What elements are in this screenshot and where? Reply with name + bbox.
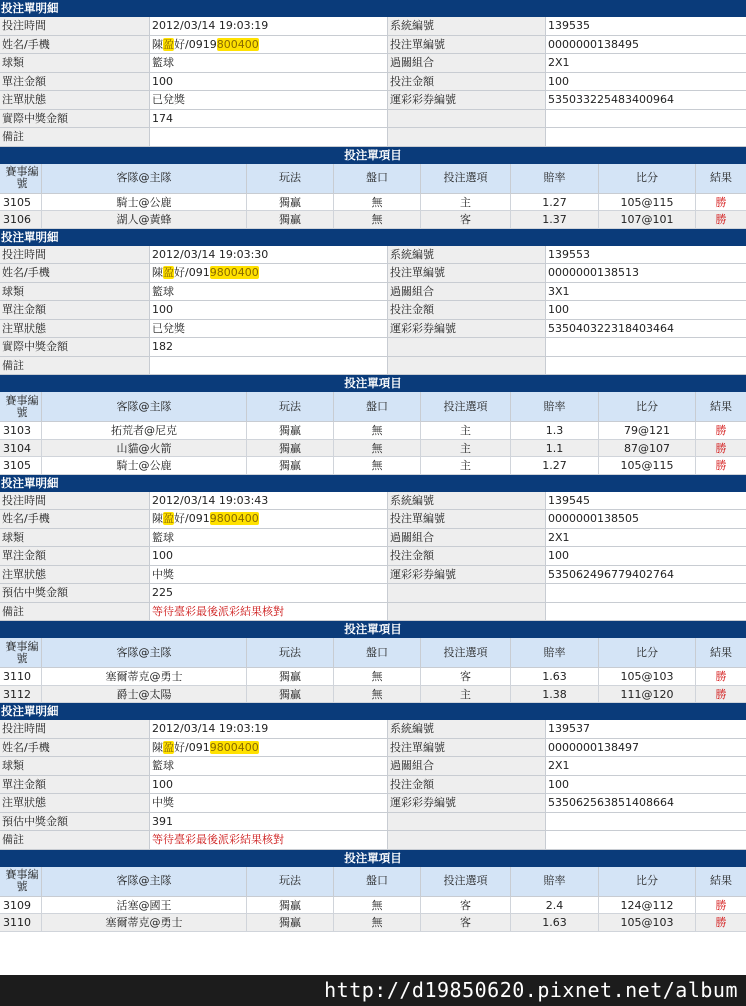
field-value-unit-amount: 100 (150, 776, 388, 794)
item-teams: 騎士@公鹿 (42, 457, 247, 474)
item-score: 79@121 (599, 422, 696, 439)
item-play: 獨贏 (247, 422, 334, 439)
item-result: 勝 (715, 441, 727, 455)
detail-row (0, 320, 746, 339)
field-value-bet-amount: 100 (546, 776, 746, 794)
field-value-remark (150, 128, 388, 146)
field-value-remark (150, 357, 388, 375)
column-header-handicap: 盤口 (334, 164, 421, 193)
item-score: 87@107 (599, 440, 696, 457)
redaction-mark: 9800400 (209, 740, 259, 754)
column-header-handicap: 盤口 (334, 867, 421, 896)
phone-visible: 好/091 (174, 266, 210, 279)
field-label-slip-no: 投注單編號 (388, 510, 546, 528)
field-value-lottery-no: 535062496779402764 (546, 566, 746, 584)
column-header-option: 投注選項 (421, 638, 511, 667)
item-row (0, 668, 746, 686)
detail-row (0, 110, 746, 129)
redaction-mark: 盈 (163, 740, 174, 754)
bet-slip (0, 0, 746, 229)
field-label-estimated-win-amount: 預估中獎金額 (0, 584, 150, 602)
name-phone-value (150, 739, 388, 757)
item-row (0, 194, 746, 212)
field-value-remark: 等待臺彩最後派彩結果核對 (150, 603, 388, 621)
bet-slip (0, 475, 746, 704)
field-value-bet-amount: 100 (546, 547, 746, 565)
empty-cell (388, 813, 546, 831)
item-score: 105@115 (599, 457, 696, 474)
item-option: 主 (421, 194, 511, 211)
empty-cell (388, 831, 546, 849)
item-odds: 1.63 (511, 668, 599, 685)
column-header-teams: 客隊@主隊 (42, 164, 247, 193)
empty-cell (546, 584, 746, 602)
field-label-slip-status: 注單狀態 (0, 91, 150, 109)
item-result: 勝 (715, 424, 727, 437)
field-value-bet-amount: 100 (546, 73, 746, 91)
item-teams: 爵士@太陽 (42, 686, 247, 703)
item-odds: 1.27 (511, 194, 599, 211)
field-label-parlay: 過關組合 (388, 529, 546, 547)
field-value-sport: 籃球 (150, 529, 388, 547)
field-value-parlay: 2X1 (546, 529, 746, 547)
field-label-bet-amount: 投注金額 (388, 547, 546, 565)
item-play: 獨贏 (247, 897, 334, 914)
field-value-parlay: 2X1 (546, 54, 746, 72)
field-label-sport: 球類 (0, 529, 150, 547)
field-value-system-no: 139553 (546, 246, 746, 264)
empty-cell (546, 110, 746, 128)
field-value-system-no: 139535 (546, 17, 746, 35)
item-handicap: 無 (334, 686, 421, 703)
column-header-score: 比分 (599, 638, 696, 667)
field-value-win-amount: 391 (150, 813, 388, 831)
column-header-result: 結果 (710, 171, 732, 184)
detail-header: 投注單明細 (0, 0, 746, 17)
column-header-odds: 賠率 (511, 867, 599, 896)
field-label-actual-win-amount: 實際中獎金額 (0, 110, 150, 128)
field-label-actual-win-amount: 實際中獎金額 (0, 338, 150, 356)
detail-row (0, 510, 746, 529)
column-header-teams: 客隊@主隊 (42, 392, 247, 421)
item-match-no: 3110 (0, 914, 42, 931)
column-header-odds: 賠率 (511, 392, 599, 421)
item-match-no: 3103 (0, 422, 42, 439)
item-result: 勝 (715, 898, 727, 912)
item-row (0, 211, 746, 229)
detail-row (0, 301, 746, 320)
field-value-remark: 等待臺彩最後派彩結果核對 (150, 831, 388, 849)
name-visible: 陳 (152, 512, 163, 525)
field-label-slip-status: 注單狀態 (0, 794, 150, 812)
item-match-no: 3110 (0, 668, 42, 685)
detail-header: 投注單明細 (0, 703, 746, 720)
detail-row (0, 757, 746, 776)
item-odds: 1.1 (511, 440, 599, 457)
name-visible: 陳 (152, 37, 163, 51)
detail-row (0, 529, 746, 548)
field-label-system-no: 系統編號 (388, 17, 546, 35)
field-value-lottery-no: 535040322318403464 (546, 320, 746, 338)
item-row (0, 422, 746, 440)
field-value-status: 已兌獎 (150, 91, 388, 109)
field-label-slip-no: 投注單編號 (388, 739, 546, 757)
field-label-name-phone: 姓名/手機 (0, 510, 150, 528)
detail-header: 投注單明細 (0, 475, 746, 492)
empty-cell (388, 338, 546, 356)
item-odds: 1.3 (511, 422, 599, 439)
field-value-system-no: 139537 (546, 720, 746, 738)
phone-visible: 好/091 (174, 512, 210, 525)
field-label-lottery-no: 運彩彩券編號 (388, 91, 546, 109)
item-play: 獨贏 (247, 211, 334, 228)
field-label-sport: 球類 (0, 283, 150, 301)
item-score: 111@120 (599, 686, 696, 703)
field-label-remark: 備註 (0, 831, 150, 849)
field-label-parlay: 過關組合 (388, 283, 546, 301)
name-visible: 陳 (152, 266, 163, 279)
redaction-mark: 盈 (163, 512, 174, 525)
redaction-mark: 800400 (216, 37, 259, 51)
item-match-no: 3105 (0, 194, 42, 211)
item-teams: 湖人@黃蜂 (42, 211, 247, 228)
field-value-status: 中獎 (150, 566, 388, 584)
field-value-sport: 籃球 (150, 54, 388, 72)
field-label-remark: 備註 (0, 357, 150, 375)
item-score: 105@103 (599, 914, 696, 931)
item-result: 勝 (715, 687, 727, 701)
field-label-parlay: 過關組合 (388, 54, 546, 72)
column-header-match-no: 賽事編號 (0, 867, 42, 896)
field-label-system-no: 系統編號 (388, 720, 546, 738)
redaction-mark: 盈 (163, 37, 174, 51)
column-header-match-no: 賽事編號 (0, 392, 42, 421)
field-label-sport: 球類 (0, 757, 150, 775)
item-score: 107@101 (599, 211, 696, 228)
column-header-score: 比分 (599, 164, 696, 193)
field-value-parlay: 2X1 (546, 757, 746, 775)
field-label-bet-time: 投注時間 (0, 492, 150, 510)
field-label-parlay: 過關組合 (388, 757, 546, 775)
item-match-no: 3112 (0, 686, 42, 703)
items-header: 投注單項目 (0, 850, 746, 867)
redaction-mark: 9800400 (209, 512, 259, 525)
column-header-play: 玩法 (247, 392, 334, 421)
items-header: 投注單項目 (0, 147, 746, 164)
item-handicap: 無 (334, 457, 421, 474)
column-header-result: 結果 (710, 399, 732, 413)
detail-row (0, 584, 746, 603)
item-match-no: 3106 (0, 211, 42, 228)
item-result: 勝 (715, 916, 727, 929)
empty-cell (546, 357, 746, 375)
empty-cell (546, 128, 746, 146)
field-value-time: 2012/03/14 19:03:19 (150, 720, 388, 738)
redaction-mark: 9800400 (209, 266, 259, 279)
empty-cell (546, 338, 746, 356)
item-odds: 1.38 (511, 686, 599, 703)
field-label-bet-amount: 投注金額 (388, 776, 546, 794)
item-handicap: 無 (334, 897, 421, 914)
detail-row (0, 264, 746, 283)
bet-slip (0, 229, 746, 475)
item-option: 客 (421, 211, 511, 228)
item-handicap: 無 (334, 914, 421, 931)
field-label-unit-amount: 單注金額 (0, 547, 150, 565)
field-value-bet-amount: 100 (546, 301, 746, 319)
field-value-status: 中獎 (150, 794, 388, 812)
field-label-bet-time: 投注時間 (0, 17, 150, 35)
column-header-play: 玩法 (247, 164, 334, 193)
column-header-teams: 客隊@主隊 (42, 638, 247, 667)
item-row (0, 686, 746, 704)
item-play: 獨贏 (247, 914, 334, 931)
item-score: 105@115 (599, 194, 696, 211)
column-header-score: 比分 (599, 867, 696, 896)
empty-cell (388, 584, 546, 602)
field-value-win-amount: 182 (150, 338, 388, 356)
empty-cell (546, 603, 746, 621)
item-odds: 2.4 (511, 897, 599, 914)
detail-row (0, 246, 746, 265)
item-handicap: 無 (334, 440, 421, 457)
field-label-system-no: 系統編號 (388, 492, 546, 510)
items-header: 投注單項目 (0, 621, 746, 638)
field-label-bet-amount: 投注金額 (388, 73, 546, 91)
item-handicap: 無 (334, 422, 421, 439)
column-header-handicap: 盤口 (334, 392, 421, 421)
item-result: 勝 (715, 213, 727, 226)
column-header-result: 結果 (710, 645, 732, 659)
column-header-teams: 客隊@主隊 (42, 867, 247, 896)
field-label-name-phone: 姓名/手機 (0, 264, 150, 282)
detail-row (0, 603, 746, 622)
empty-cell (388, 110, 546, 128)
column-header-option: 投注選項 (421, 164, 511, 193)
field-value-slip-no: 0000000138513 (546, 264, 746, 282)
field-label-estimated-win-amount: 預估中獎金額 (0, 813, 150, 831)
items-column-header (0, 392, 746, 422)
empty-cell (388, 128, 546, 146)
item-teams: 拓荒者@尼克 (42, 422, 247, 439)
detail-row (0, 776, 746, 795)
column-header-score: 比分 (599, 392, 696, 421)
field-label-unit-amount: 單注金額 (0, 301, 150, 319)
item-score: 105@103 (599, 668, 696, 685)
field-value-time: 2012/03/14 19:03:30 (150, 246, 388, 264)
field-value-unit-amount: 100 (150, 547, 388, 565)
column-header-handicap: 盤口 (334, 638, 421, 667)
detail-row (0, 54, 746, 73)
field-value-lottery-no: 535033225483400964 (546, 91, 746, 109)
column-header-play: 玩法 (247, 638, 334, 667)
column-header-match-no: 賽事編號 (0, 164, 42, 193)
detail-header: 投注單明細 (0, 229, 746, 246)
item-handicap: 無 (334, 211, 421, 228)
detail-row (0, 566, 746, 585)
field-value-lottery-no: 535062563851408664 (546, 794, 746, 812)
field-label-lottery-no: 運彩彩券編號 (388, 794, 546, 812)
item-result: 勝 (715, 195, 727, 209)
item-option: 客 (421, 897, 511, 914)
item-row (0, 914, 746, 932)
field-label-remark: 備註 (0, 603, 150, 621)
bet-slip (0, 703, 746, 932)
field-label-system-no: 系統編號 (388, 246, 546, 264)
items-column-header (0, 164, 746, 194)
detail-row (0, 283, 746, 302)
field-label-unit-amount: 單注金額 (0, 776, 150, 794)
field-value-win-amount: 225 (150, 584, 388, 602)
field-label-slip-no: 投注單編號 (388, 36, 546, 54)
detail-row (0, 492, 746, 511)
item-teams: 塞爾蒂克@勇士 (42, 914, 247, 931)
item-result: 勝 (715, 459, 727, 472)
column-header-odds: 賠率 (511, 164, 599, 193)
detail-row (0, 17, 746, 36)
empty-cell (388, 357, 546, 375)
item-odds: 1.63 (511, 914, 599, 931)
items-header: 投注單項目 (0, 375, 746, 392)
field-value-sport: 籃球 (150, 283, 388, 301)
field-label-lottery-no: 運彩彩券編號 (388, 566, 546, 584)
item-play: 獨贏 (247, 668, 334, 685)
column-header-match-no: 賽事編號 (0, 638, 42, 667)
item-score: 124@112 (599, 897, 696, 914)
detail-row (0, 720, 746, 739)
field-value-slip-no: 0000000138497 (546, 739, 746, 757)
item-option: 主 (421, 440, 511, 457)
detail-row (0, 357, 746, 376)
field-label-slip-status: 注單狀態 (0, 320, 150, 338)
field-label-unit-amount: 單注金額 (0, 73, 150, 91)
item-play: 獨贏 (247, 457, 334, 474)
item-odds: 1.27 (511, 457, 599, 474)
detail-row (0, 36, 746, 55)
detail-row (0, 73, 746, 92)
detail-row (0, 547, 746, 566)
item-match-no: 3104 (0, 440, 42, 457)
field-label-bet-time: 投注時間 (0, 720, 150, 738)
item-option: 客 (421, 914, 511, 931)
item-option: 主 (421, 686, 511, 703)
field-value-unit-amount: 100 (150, 301, 388, 319)
column-header-option: 投注選項 (421, 867, 511, 896)
field-value-slip-no: 0000000138495 (546, 36, 746, 54)
item-row (0, 457, 746, 475)
field-value-unit-amount: 100 (150, 73, 388, 91)
field-label-slip-no: 投注單編號 (388, 264, 546, 282)
detail-row (0, 739, 746, 758)
item-teams: 山貓@火箭 (42, 440, 247, 457)
detail-row (0, 813, 746, 832)
items-column-header (0, 638, 746, 668)
field-value-status: 已兌獎 (150, 320, 388, 338)
item-handicap: 無 (334, 194, 421, 211)
column-header-result: 結果 (710, 874, 732, 887)
field-label-name-phone: 姓名/手機 (0, 739, 150, 757)
item-play: 獨贏 (247, 440, 334, 457)
item-teams: 塞爾蒂克@勇士 (42, 668, 247, 685)
watermark: http://d19850620.pixnet.net/album (0, 975, 746, 1006)
field-label-sport: 球類 (0, 54, 150, 72)
field-value-system-no: 139545 (546, 492, 746, 510)
detail-row (0, 338, 746, 357)
field-label-lottery-no: 運彩彩券編號 (388, 320, 546, 338)
item-match-no: 3109 (0, 897, 42, 914)
field-label-bet-amount: 投注金額 (388, 301, 546, 319)
field-label-name-phone: 姓名/手機 (0, 36, 150, 54)
field-label-remark: 備註 (0, 128, 150, 146)
column-header-option: 投注選項 (421, 392, 511, 421)
item-row (0, 897, 746, 915)
name-phone-value (150, 264, 388, 282)
phone-visible: 好/091 (174, 740, 210, 754)
field-label-slip-status: 注單狀態 (0, 566, 150, 584)
field-label-bet-time: 投注時間 (0, 246, 150, 264)
item-teams: 騎士@公鹿 (42, 194, 247, 211)
detail-row (0, 128, 746, 147)
field-value-sport: 籃球 (150, 757, 388, 775)
item-result: 勝 (715, 670, 727, 683)
redaction-mark: 盈 (163, 266, 174, 279)
item-play: 獨贏 (247, 194, 334, 211)
item-handicap: 無 (334, 668, 421, 685)
item-option: 客 (421, 668, 511, 685)
item-odds: 1.37 (511, 211, 599, 228)
item-teams: 活塞@國王 (42, 897, 247, 914)
detail-row (0, 831, 746, 850)
field-value-win-amount: 174 (150, 110, 388, 128)
item-match-no: 3105 (0, 457, 42, 474)
item-option: 主 (421, 422, 511, 439)
item-option: 主 (421, 457, 511, 474)
item-play: 獨贏 (247, 686, 334, 703)
item-row (0, 440, 746, 458)
items-column-header (0, 867, 746, 897)
name-visible: 陳 (152, 740, 163, 754)
phone-visible: 好/0919 (174, 37, 217, 51)
name-phone-value (150, 36, 388, 54)
empty-cell (546, 813, 746, 831)
field-value-parlay: 3X1 (546, 283, 746, 301)
field-value-time: 2012/03/14 19:03:43 (150, 492, 388, 510)
field-value-slip-no: 0000000138505 (546, 510, 746, 528)
empty-cell (546, 831, 746, 849)
detail-row (0, 91, 746, 110)
detail-row (0, 794, 746, 813)
column-header-odds: 賠率 (511, 638, 599, 667)
empty-cell (388, 603, 546, 621)
name-phone-value (150, 510, 388, 528)
field-value-time: 2012/03/14 19:03:19 (150, 17, 388, 35)
column-header-play: 玩法 (247, 867, 334, 896)
